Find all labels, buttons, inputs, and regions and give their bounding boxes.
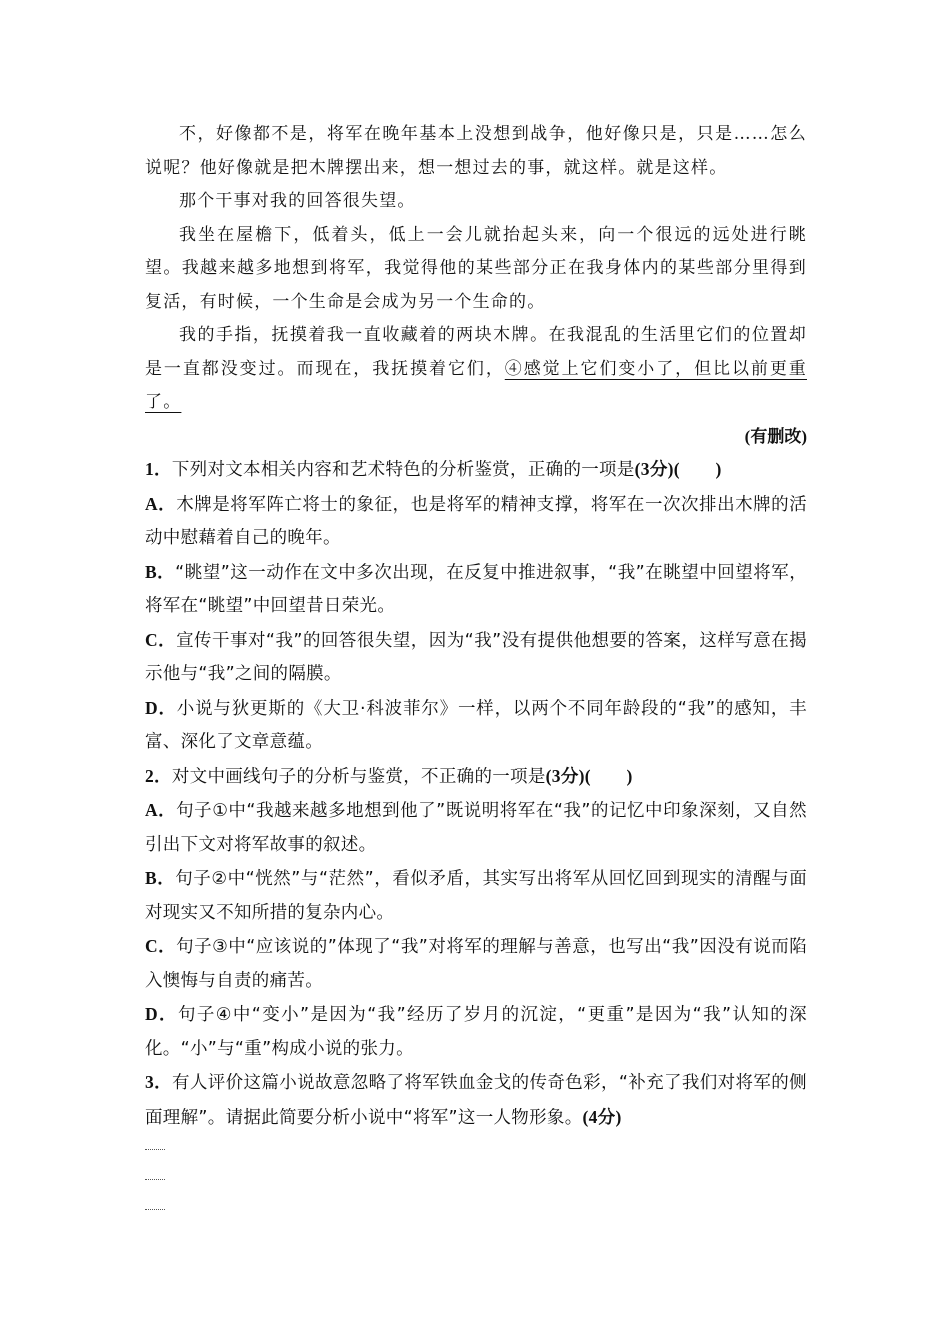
question-1-option-b[interactable] [145,556,807,624]
option-letter: B． [145,868,176,888]
question-2-option-b[interactable] [145,862,807,930]
question-number: 1． [145,459,172,479]
question-points: (3分)( ) [634,459,722,479]
option-text: “眺望”这一动作在文中多次出现，在反复中推进叙事，“我”在眺望中回望将军，将军在“眺望”中回望昔日荣光。 [145,562,807,616]
question-1-stem [145,453,807,488]
option-text: 木牌是将军阵亡将士的象征，也是将军的精神支撑，将军在一次次排出木牌的活动中慰藉着自己的晚年。 [145,494,807,548]
option-letter: C． [145,629,177,650]
option-letter: A． [145,493,177,514]
question-points: (3分)( ) [545,765,633,786]
passage-paragraph-3: 我坐在屋檐下，低着头，低上一会儿就抬起头来，向一个很远的远处进行眺望。我越来越多地想到将军，我觉得他的某些部分正在我身体内的某些部分里得到复活，有时候，一个生命是会成为另一个生命的。 [145,224,807,312]
answer-line[interactable] [145,1149,165,1150]
question-text: 有人评价这篇小说故意忽略了将军铁血金戈的传奇色彩，“补充了我们对将军的侧面理解”。请据此简要分析小说中“将军”这一人物形象。 [145,1073,807,1128]
question-text: 对文中画线句子的分析与鉴赏，不正确的一项是 [171,766,546,787]
option-letter: C． [145,936,177,956]
passage-paragraph-4 [145,319,807,420]
option-letter: D． [145,697,177,718]
question-2-stem [145,760,807,795]
option-text: 句子①中“我越来越多地想到他了”既说明将军在“我”的记忆中印象深刻，又自然引出下文对将军故事的叙述。 [145,801,807,855]
document-page [145,118,807,1239]
question-text: 下列对文本相关内容和艺术特色的分析鉴赏，正确的一项是 [171,460,635,480]
passage-paragraph-1: 不，好像都不是，将军在晚年基本上没想到战争，他好像只是，只是……怎么说呢？他好像就是把木牌摆出来，想一想过去的事，就这样。就是这样。 [145,124,807,178]
question-2-option-a[interactable] [145,794,807,862]
question-number: 3． [145,1072,172,1092]
option-text: 小说与狄更斯的《大卫·科波菲尔》一样，以两个不同年龄段的“我”的感知，丰富、深化了文章意蕴。 [145,698,807,752]
answer-line[interactable] [145,1209,165,1210]
option-letter: A． [145,800,177,820]
question-1-option-c[interactable] [145,624,807,692]
question-3-stem [145,1066,807,1135]
passage-paragraph-4-text: 我的手指，抚摸着我一直收藏着的两块木牌。在我混乱的生活里它们的位置却是一直都没变过。而现在，我抚摸着它们， [145,325,807,379]
option-text: 句子③中“应该说的”体现了“我”对将军的理解与善意，也写出“我”因没有说而陷入懊悔与自责的痛苦。 [145,937,808,991]
question-2-option-c[interactable] [145,930,807,998]
option-text: 宣传干事对“我”的回答很失望，因为“我”没有提供他想要的答案，这样写意在揭示他与“我”之间的隔膜。 [145,630,807,684]
question-1 [145,453,807,760]
option-text: 句子②中“恍然”与“茫然”，看似矛盾，其实写出将军从回忆回到现实的清醒与面对现实又不知所措的复杂内心。 [145,869,807,923]
question-1-option-a[interactable] [145,488,807,556]
option-letter: D． [145,1004,178,1024]
question-2 [145,760,807,1067]
passage-paragraph-2: 那个干事对我的回答很失望。 [179,191,416,211]
underlined-sentence-4: ④感觉上它们变小了，但比以前更重了。 [145,358,807,412]
answer-area[interactable] [145,1149,807,1210]
source-note: (有删改) [744,426,807,446]
answer-line[interactable] [145,1179,165,1180]
question-1-option-d[interactable] [145,692,807,760]
passage [145,118,807,420]
option-letter: B． [145,561,176,582]
option-text: 句子④中“变小”是因为“我”经历了岁月的沉淀，“更重”是因为“我”认知的深化。“小”与“重”构成小说的张力。 [145,1005,807,1059]
question-number: 2． [145,765,172,786]
question-3 [145,1066,807,1210]
question-points: (4分) [582,1106,622,1127]
question-2-option-d[interactable] [145,998,807,1066]
